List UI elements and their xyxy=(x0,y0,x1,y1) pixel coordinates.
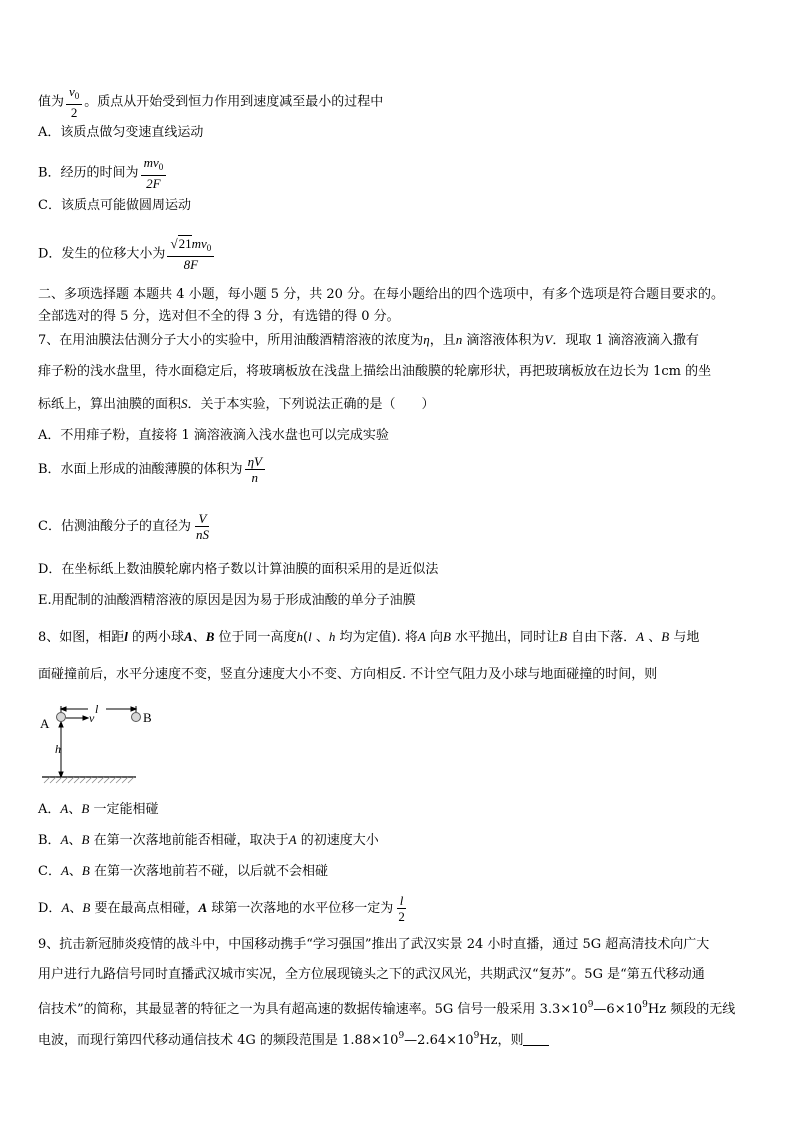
text: 、 xyxy=(644,630,662,645)
text: ( xyxy=(303,630,309,645)
option-text: B．水面上形成的油酸薄膜的体积为 xyxy=(38,462,243,477)
text: Hz 频段的无线 xyxy=(647,1002,736,1017)
option-letter: C． xyxy=(38,864,61,879)
hatch xyxy=(110,777,116,783)
hatch xyxy=(116,777,122,783)
b-symbol: B xyxy=(559,629,568,644)
label-v: v xyxy=(89,711,95,725)
hatch xyxy=(122,777,128,783)
option-letter: D． xyxy=(38,901,62,916)
q7-option-b xyxy=(38,454,267,485)
frac-sub: 0 xyxy=(74,91,80,101)
text: 、 xyxy=(68,802,82,817)
exponent: 9 xyxy=(587,1000,594,1010)
b-symbol: B xyxy=(81,801,90,816)
label-l: l xyxy=(95,702,99,716)
film-volume-fraction xyxy=(245,454,265,485)
l-symbol: l xyxy=(124,629,128,644)
b-symbol: B xyxy=(442,629,451,644)
a-symbol: A xyxy=(60,801,69,816)
text: 、 xyxy=(69,901,83,916)
diameter-fraction xyxy=(193,511,212,542)
ball-a xyxy=(57,713,66,722)
velocity-arrowhead xyxy=(83,716,88,720)
q6-option-c: C．该质点可能做圆周运动 xyxy=(38,198,191,213)
text: 8、如图，相距 xyxy=(38,630,125,645)
option-text: 在第一次落地前若不碰，以后就不会相碰 xyxy=(89,864,329,879)
q7-stem-line1 xyxy=(38,331,699,350)
frac-den: 2F xyxy=(146,176,161,191)
text: 位于同一高度 xyxy=(214,630,297,645)
q9-stem-line2: 用户进行九路信号同时直播武汉城市实况，全方位展现镜头之下的武汉风光，共期武汉“复苏”。5G 是“第五代移动通 xyxy=(38,967,705,982)
h-symbol: h xyxy=(328,629,336,644)
text: 、 xyxy=(192,630,206,645)
exponent: 9 xyxy=(398,1031,405,1041)
a-symbol: A xyxy=(288,832,297,847)
sqrt-radicand: 21 xyxy=(178,236,192,251)
q8-option-c xyxy=(38,862,328,881)
q9-stem-line4 xyxy=(38,1027,549,1050)
a-symbol: A xyxy=(636,629,645,644)
q6-option-a: A．该质点做匀变速直线运动 xyxy=(38,125,204,140)
frac-num: v xyxy=(69,84,75,99)
a-symbol: A xyxy=(184,629,193,644)
text: ．现取 1 滴溶液滴入撒有 xyxy=(552,333,699,348)
text: 、 xyxy=(68,833,82,848)
hatch xyxy=(92,777,98,783)
height-arrow-up xyxy=(59,722,63,727)
option-text: C．估测油酸分子的直径为 xyxy=(38,519,191,534)
frac-num: mv xyxy=(143,155,159,170)
exponent: 9 xyxy=(473,1031,480,1041)
q7-stem-line2: 痱子粉的浅水盘里，待水面稳定后，将玻璃板放在浅盘上描绘出油酸膜的轮廓形状，再把玻璃板放在边长为 1cm 的坐 xyxy=(38,364,712,379)
text: 与地 xyxy=(669,630,700,645)
q6-text: 值为 xyxy=(38,94,65,110)
label-h: h xyxy=(55,742,61,756)
n-symbol: n xyxy=(455,332,463,347)
text: ．关于本实验，下列说法正确的是（ ） xyxy=(187,397,435,412)
q7-stem-line3 xyxy=(38,395,435,414)
text: —6×10 xyxy=(593,1002,643,1017)
displacement-fraction: $\frac{√21mv_0}{8F}$ xyxy=(167,236,214,272)
option-letter: B． xyxy=(38,833,61,848)
section2-line2: 全部选对的得 5 分，选对但不全的得 3 分，有选错的得 0 分。 xyxy=(38,309,400,324)
text: 均为定值). 将 xyxy=(335,630,418,645)
hatch xyxy=(74,777,80,783)
b-symbol: B xyxy=(81,863,90,878)
time-fraction xyxy=(141,155,167,191)
option-text: 一定能相碰 xyxy=(89,802,159,817)
hatch xyxy=(56,777,62,783)
q8-option-d xyxy=(38,893,410,924)
text: 7、在用油膜法估测分子大小的实验中，所用油酸酒精溶液的浓度为 xyxy=(38,333,424,348)
q6-stem-tail xyxy=(38,84,383,120)
option-text: 要在最高点相碰， xyxy=(90,901,199,916)
b-symbol: B xyxy=(81,832,90,847)
q8-stem-line1 xyxy=(38,628,699,647)
text: 信技术”的简称，其最显著的特征之一为具有超高速的数据传输速率。5G 信号一般采用 3.3×10 xyxy=(38,1002,588,1017)
height-arrow-down xyxy=(59,772,63,777)
dim-arrow-right xyxy=(131,707,136,711)
frac-den: 2 xyxy=(398,909,405,924)
frac-num: mv xyxy=(191,236,207,251)
a-symbol: A xyxy=(417,629,426,644)
q7-option-e: E.用配制的油酸酒精溶液的原因是因为易于形成油酸的单分子油膜 xyxy=(38,593,416,608)
v0-over-2-fraction xyxy=(66,84,82,120)
text: 滴溶液体积为 xyxy=(462,333,545,348)
option-text: 的初速度大小 xyxy=(296,833,379,848)
q8-stem-line2: 面碰撞前后，水平分速度不变，竖直分速度大小不变、方向相反. 不计空气阻力及小球与地面碰撞的时间，则 xyxy=(38,667,658,682)
text: 、 xyxy=(68,864,82,879)
b-symbol: B xyxy=(82,900,91,915)
hatch xyxy=(98,777,104,783)
label-a: A xyxy=(40,716,50,731)
q9-stem-line1: 9、抗击新冠肺炎疫情的战斗中，中国移动携手“学习强国”推出了武汉实景 24 小时直播，通过 5G 超高清技术向广大 xyxy=(38,937,710,952)
frac-den: nS xyxy=(195,527,209,542)
a-symbol: A xyxy=(60,863,69,878)
option-text: B．经历的时间为 xyxy=(38,165,139,181)
b-symbol: B xyxy=(205,629,215,644)
q8-option-a xyxy=(38,800,158,819)
hatch xyxy=(62,777,68,783)
text: 向 xyxy=(425,630,443,645)
frac-num: l xyxy=(397,893,407,909)
frac-den: 2 xyxy=(70,105,78,120)
text: 标纸上，算出油膜的面积 xyxy=(38,397,182,412)
q6-text-post: 。质点从开始受到恒力作用到速度减至最小的过程中 xyxy=(84,94,384,110)
option-text: 在第一次落地前能否相碰，取决于 xyxy=(89,833,289,848)
text: 的两小球 xyxy=(127,630,185,645)
hatch xyxy=(86,777,92,783)
hatch xyxy=(50,777,56,783)
l-symbol: l xyxy=(308,629,312,644)
q6-option-b xyxy=(38,155,168,191)
frac-num: V xyxy=(195,511,209,527)
text: —2.64×10 xyxy=(404,1033,474,1048)
a-symbol: A xyxy=(198,900,208,915)
b-symbol: B xyxy=(661,629,670,644)
hatch xyxy=(104,777,110,783)
q7-option-a: A．不用痱子粉，直接将 1 滴溶液滴入浅水盘也可以完成实验 xyxy=(38,428,389,443)
label-b: B xyxy=(143,710,152,725)
frac-num: ηV xyxy=(245,454,265,470)
q6-option-d xyxy=(38,236,216,272)
v-symbol: V xyxy=(544,332,553,347)
q7-option-d: D．在坐标纸上数油膜轮廓内格子数以计算油膜的面积采用的是近似法 xyxy=(38,562,439,577)
frac-den: 8F xyxy=(183,257,199,272)
h-symbol: h xyxy=(296,629,304,644)
hatch xyxy=(68,777,74,783)
q8-figure xyxy=(36,696,166,786)
option-text: D．发生的位移大小为 xyxy=(38,246,166,262)
half-l-fraction xyxy=(395,893,408,924)
hatch xyxy=(80,777,86,783)
a-symbol: A xyxy=(61,900,70,915)
frac-sub: 0 xyxy=(206,243,212,253)
eta-symbol: η xyxy=(423,332,430,347)
exponent: 9 xyxy=(642,1000,648,1010)
hatch xyxy=(128,777,134,783)
text: 自由下落． xyxy=(567,630,637,645)
option-letter: A． xyxy=(38,802,61,817)
q8-option-b xyxy=(38,831,379,850)
text: 、 xyxy=(311,630,329,645)
ball-b xyxy=(132,713,141,722)
frac-den: n xyxy=(251,470,258,485)
text: ，且 xyxy=(429,333,456,348)
dim-arrow-left xyxy=(61,707,66,711)
frac-sub: 0 xyxy=(158,162,164,172)
a-symbol: A xyxy=(60,832,69,847)
s-symbol: S xyxy=(181,396,188,411)
answer-blank[interactable] xyxy=(523,1033,549,1046)
hatch xyxy=(44,777,50,783)
q9-stem-line3 xyxy=(38,996,735,1019)
text: 水平抛出，同时让 xyxy=(450,630,560,645)
q7-option-c xyxy=(38,511,214,542)
text: 电波，而现行第四代移动通信技术 4G 的频段范围是 1.88×10 xyxy=(38,1033,399,1048)
option-text: 球第一次落地的水平位移一定为 xyxy=(207,901,394,916)
text: Hz，则 xyxy=(479,1033,524,1048)
section2-line1: 二、多项选择题 本题共 4 小题，每小题 5 分，共 20 分。在每小题给出的四个选项中，有多个选项是符合题目要求的。 xyxy=(38,287,725,302)
